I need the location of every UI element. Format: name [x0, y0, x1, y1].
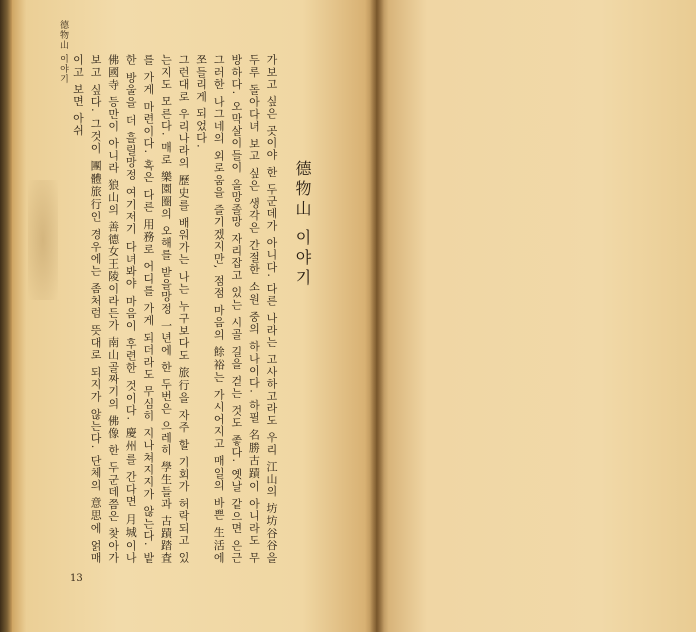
running-head: 德物山 이야기 — [58, 20, 68, 84]
page-number: 13 — [70, 573, 83, 584]
left-page — [8, 0, 376, 632]
page-edge — [0, 0, 12, 632]
body-text — [66, 54, 280, 564]
paragraph: 가보고 싶은 곳이야 한 두군데가 아니다. 다른 나라는 고사하고라도 우리 江山의 坊坊谷谷을 두루 돌아다녀 보고 싶은 생각은 간절한 소원 중의 하나이다. 하필 名勝古蹟이 아니라도 무방하다. 오막살이들이 올망졸망 자리잡고 있는 시골 길을 걷는 것도 좋다. 옛날 같으면 은근 그러한 나그네의 외로움을 즐기겠지만, 점점 마음의 餘裕는 가시어지고 매일의 바쁜 生活에 쪼들리게 되었다. — [194, 54, 278, 564]
book-gutter — [370, 0, 384, 632]
chapter-title: 德物山 이야기 — [293, 160, 312, 290]
page-stain — [28, 180, 58, 300]
paragraph: 그런대로 우리나라의 歷史를 배워가는 나는 누구보다도 旅行을 자주 할 기회가 허락되고 있는지도 모른다. 매로 樂園圈의 오해를 받을망정 一년에 한 두번은 으레히 學生들과 古蹟踏査를 가게 마련이다. 혹은 다른 用務로 어디를 가게 되더라도 무심히 지나쳐지지가 않는다. 밭 한 방울을 더 흘릴망정 여기저기 다녀봐야 마음이 후련한 것이다. 慶州를 간다면 月城이나 佛國寺 등만이 아니라 狼山의 善德女王陵이라든가 南山골짜기의 佛像 한 두군데쯤은 찾아가 보고 싶다. 그것이 團體旅行인 경우에는 좀처럼 뜻대로 되지가 않는다. 단체의 意思에 얽매이고 보면 아쉬 — [71, 54, 191, 564]
right-page-blank — [376, 0, 696, 632]
